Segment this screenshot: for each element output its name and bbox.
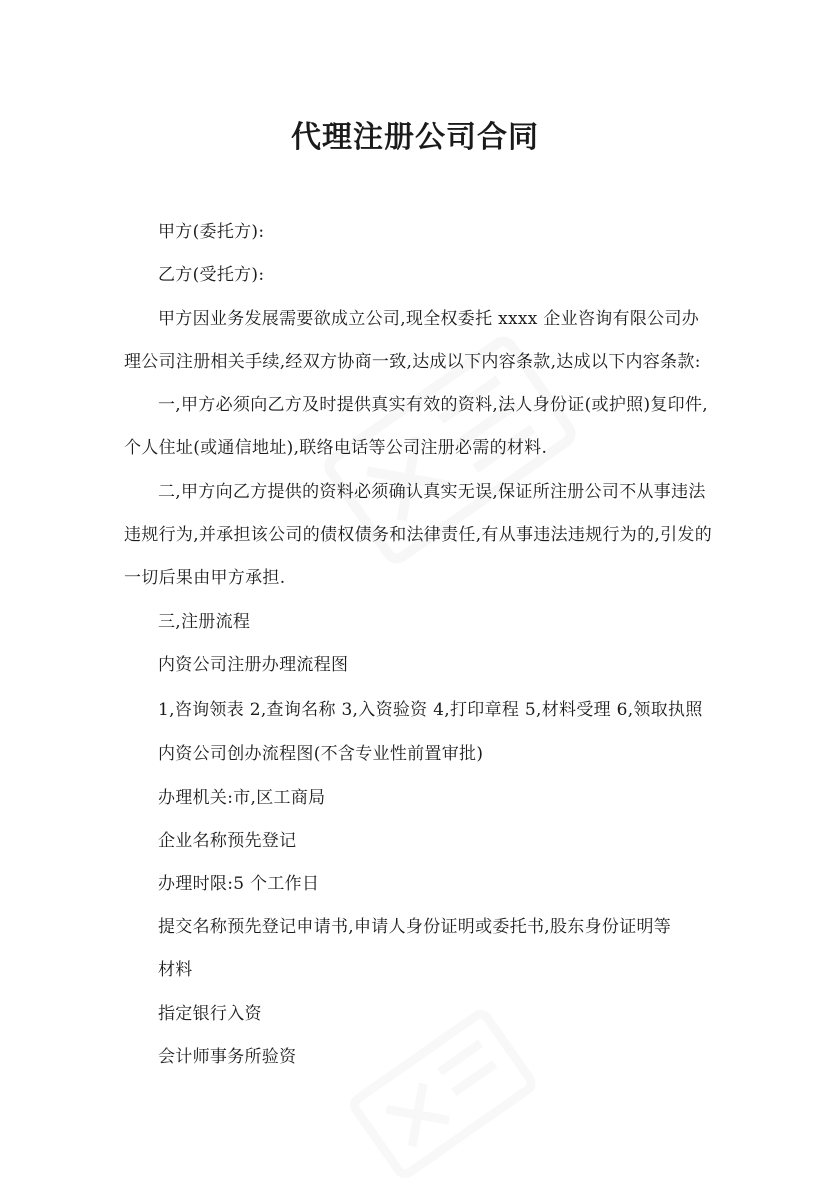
party-a-label: 甲方(委托方): xyxy=(158,222,265,242)
watermark-stamp-lower xyxy=(330,980,550,1200)
clause-2-paragraph: 二,甲方向乙方提供的资料必须确认真实无误,保证所注册公司不从事违法违规行为,并承担该公司的债权债务和法律责任,有从事违法违规行为的,引发的一切后果由甲方承担. xyxy=(124,482,713,588)
handling-authority: 办理机关:市,区工商局 xyxy=(158,788,326,808)
party-b-label: 乙方(受托方): xyxy=(158,265,265,285)
materials-label: 材料 xyxy=(158,960,193,980)
section-3-heading: 三,注册流程 xyxy=(158,612,251,632)
submission-materials: 提交名称预先登记申请书,申请人身份证明或委托书,股东身份证明等 xyxy=(158,917,672,937)
startup-flow-title: 内资公司创办流程图(不含专业性前置审批) xyxy=(158,744,484,764)
intro-paragraph: 甲方因业务发展需要欲成立公司,现全权委托 xxxx 企业咨询有限公司办理公司注册相关手续,经双方协商一致,达成以下内容条款,达成以下内容条款: xyxy=(124,309,701,372)
accountant-verification: 会计师事务所验资 xyxy=(158,1047,297,1067)
bank-capital-injection: 指定银行入资 xyxy=(158,1004,262,1024)
processing-time: 办理时限:5 个工作日 xyxy=(158,874,320,894)
flowchart-title: 内资公司注册办理流程图 xyxy=(158,655,349,675)
flow-steps: 1,咨询领表 2,查询名称 3,入资验资 4,打印章程 5,材料受理 6,领取执照 xyxy=(158,700,703,720)
name-preregistration: 企业名称预先登记 xyxy=(158,831,297,851)
document-title: 代理注册公司合同 xyxy=(291,120,539,155)
clause-1-paragraph: 一,甲方必须向乙方及时提供真实有效的资料,法人身份证(或护照)复印件,个人住址(或通信地址),联络电话等公司注册必需的材料. xyxy=(124,395,708,458)
